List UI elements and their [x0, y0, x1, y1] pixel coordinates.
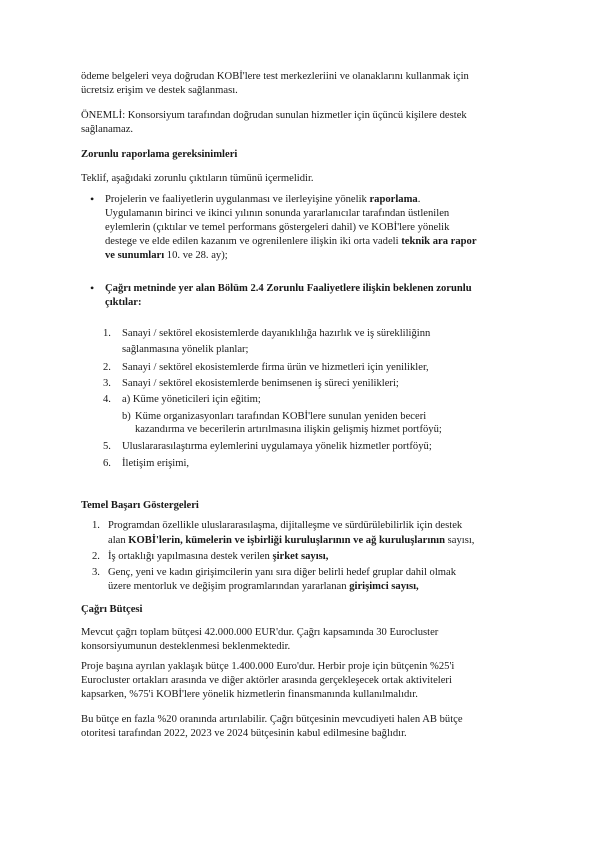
- item-2-line-1: Sanayi / sektörel ekosistemlerde firma ürün ve hizmetleri için yenilikler,: [122, 362, 429, 373]
- budget-para-2-line-3: kapsarken, %75'i KOBİ'lere yönelik hizmetlerin finansmanında kullanılmalıdır.: [81, 689, 418, 700]
- bullet-2-line-1: Çağrı metninde yer alan Bölüm 2.4 Zorunlu Faaliyetlere ilişkin beklenen zorunlu: [105, 283, 472, 294]
- bullet-1-line-2: Uygulamanın birinci ve ikinci yılının sonunda yararlanıcılar tarafından üstlenilen: [105, 208, 450, 219]
- item-4-line-1: a) Küme yöneticileri için eğitim;: [122, 394, 261, 405]
- budget-para-1-line-1: Mevcut çağrı toplam bütçesi 42.000.000 EUR'dur. Çağrı kapsamında 30 Eurocluster: [81, 627, 439, 638]
- kpi-heading: Temel Başarı Göstergeleri: [81, 500, 199, 511]
- bullet-2-dot: •: [90, 281, 95, 295]
- kpi-item-3-line-1: Genç, yeni ve kadın girişimcilerin yanı sıra diğer belirli hedef gruplar dahil olmak: [108, 567, 457, 578]
- reporting-intro: Teklif, aşağıdaki zorunlu çıktıların tümünü içermelidir.: [81, 173, 314, 184]
- item-4b-line-1: Küme organizasyonları tarafından KOBİ'lere sunulan yeniden beceri: [135, 411, 427, 422]
- intro-line-1: ödeme belgeleri veya doğrudan KOBİ'lere test merkezleriini ve olanaklarını kullanmak için: [81, 71, 469, 82]
- intro-line-2: ücretsiz erişim ve destek sağlanması.: [81, 85, 238, 96]
- bullet-1-dot: •: [90, 192, 95, 206]
- bullet-1-line-5-bold: ve sunumları: [105, 250, 165, 261]
- item-4-number: 4.: [103, 394, 111, 405]
- bullet-1-line-3: eylemlerin (çıktılar ve temel performans göstergeleri dahil) ve KOBİ'lere yönelik: [105, 222, 450, 233]
- bullet-1-text: Projelerin ve faaliyetlerin uygulanması ve ilerleyişine yönelik: [105, 194, 370, 205]
- bullet-1-line-4-bold: teknik ara rapor: [401, 236, 477, 247]
- kpi-item-2-number: 2.: [92, 551, 100, 562]
- budget-para-3-line-1: Bu bütçe en fazla %20 oranında artırılabilir. Çağrı bütçesinin mevcudiyeti halen AB bütçe: [81, 714, 463, 725]
- item-3-number: 3.: [103, 378, 111, 389]
- kpi-item-3-number: 3.: [92, 567, 100, 578]
- item-5-number: 5.: [103, 441, 111, 452]
- bullet-1-line-4-text: destege ve elde edilen kazanım ve ogrenilenlere ilişkin iki orta vadeli: [105, 236, 402, 247]
- item-6-number: 6.: [103, 458, 111, 469]
- item-3-line-1: Sanayi / sektörel ekosistemlerde benimsenen iş süreci yenilikleri;: [122, 378, 399, 389]
- bullet-1-line-5-text: 10. ve 28. ay);: [164, 250, 228, 261]
- important-line-2: sağlanamaz.: [81, 124, 134, 135]
- item-4b-line-2: kazandırma ve becerilerin artırılmasına ilişkin gelişmiş hizmet portföyü;: [135, 424, 442, 435]
- kpi-item-3-bold: girişimci sayısı,: [349, 581, 419, 592]
- kpi-item-2-text: İş ortaklığı yapılmasına destek verilen: [108, 551, 273, 562]
- kpi-item-3-text: üzere mentorluk ve değişim programlarından yararlanan: [108, 581, 350, 592]
- bullet-2-line-2: çıktılar:: [105, 297, 142, 308]
- kpi-item-1-pre: alan: [108, 535, 129, 546]
- bullet-1-line-1: [105, 193, 518, 206]
- bullet-1-punct: .: [417, 194, 421, 205]
- budget-para-3-line-2: otoritesi tarafından 2022, 2023 ve 2024 bütçesinin kabul edilmesine bağlıdır.: [81, 728, 407, 739]
- important-line-1: ÖNEMLİ: Konsorsiyum tarafından doğrudan sunulan hizmetler için üçüncü kişilere destek: [81, 110, 467, 121]
- item-1-line-2: sağlanmasına yönelik planlar;: [122, 344, 249, 355]
- item-6-line-1: İletişim erişimi,: [122, 458, 190, 469]
- kpi-item-3-line-2: [108, 580, 518, 593]
- reporting-heading: Zorunlu raporlama gereksinimleri: [81, 149, 238, 160]
- budget-para-2-line-1: Proje başına ayrılan yaklaşık bütçe 1.400.000 Euro'dur. Herbir proje için bütçenin %25'i: [81, 661, 455, 672]
- item-1-line-1: Sanayi / sektörel ekosistemlerde dayanıklılığa hazırlık ve iş sürekliliğinn: [122, 328, 431, 339]
- kpi-item-2-line-1: [108, 550, 518, 563]
- item-4b-label: b): [122, 411, 131, 422]
- bullet-1-line-5: [105, 249, 518, 262]
- bullet-1-bold: raporlama: [369, 194, 418, 205]
- item-1-number: 1.: [103, 328, 111, 339]
- kpi-item-2-bold: şirket sayısı,: [272, 551, 329, 562]
- item-5-line-1: Uluslararasılaştırma eylemlerini uygulamaya yönelik hizmetler portföyü;: [122, 441, 432, 452]
- bullet-1-line-4: [105, 235, 518, 248]
- budget-para-1-line-2: konsorsiyumunun desteklenmesi beklenmektedir.: [81, 641, 291, 652]
- item-2-number: 2.: [103, 362, 111, 373]
- kpi-item-1-post: sayısı,: [445, 535, 475, 546]
- kpi-item-1-number: 1.: [92, 520, 100, 531]
- kpi-item-1-line-2: [108, 534, 518, 547]
- kpi-item-1-bold: KOBİ'lerin, kümelerin ve işbirliği kuruluşlarının ve ağ kuruluşlarının: [128, 535, 445, 546]
- budget-para-2-line-2: Eurocluster ortakları arasında ve diğer aktörler arasında gerçekleşecek ortak aktiviteleri: [81, 675, 452, 686]
- kpi-item-1-line-1: Programdan özellikle uluslararasılaşma, dijitalleşme ve sürdürülebilirlik için destek: [108, 520, 463, 531]
- budget-heading: Çağrı Bütçesi: [81, 604, 143, 615]
